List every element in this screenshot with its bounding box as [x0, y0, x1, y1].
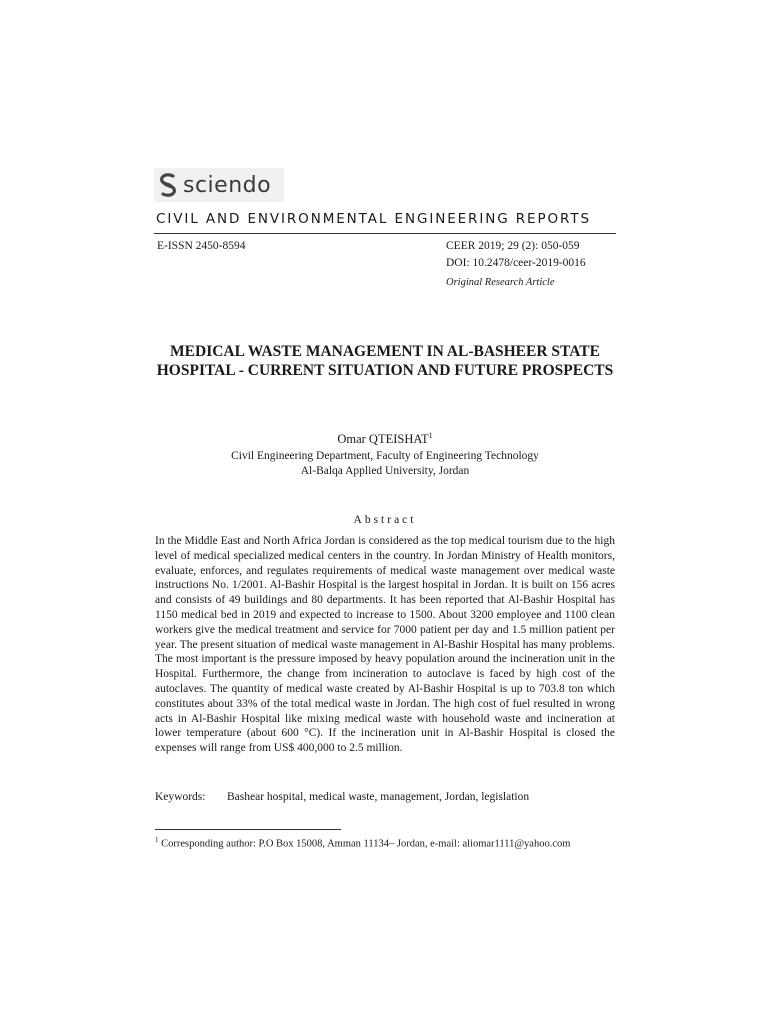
doi: DOI: 10.2478/ceer-2019-0016	[446, 257, 586, 269]
citation-block	[446, 238, 586, 291]
abstract-text: In the Middle East and North Africa Jordan is considered as the top medical tourism due to the high level of medical specialized medical centers in the country. In Jordan Ministry of Health monitors, evaluate, enforces, and regulates requirements of medical waste management over medical waste instructions No. 1/2001. Al-Bashir Hospital is the largest hospital in Jordan. It is built on 156 acres and consists of 49 buildings and 80 departments. It has been reported that Al-Bashir Hospital has 1150 medical bed in 2019 and expected to increase to 1500. About 3200 employee and 1100 clean workers give the medical treatment and service for 7000 patient per day and 1.5 million patient per year. The present situation of medical waste management in Al-Bashir Hospital has many problems. The most important is the pressure imposed by heavy population around the incineration unit in the Hospital. Furthermore, the change from incineration to autoclave is faced by high cost of the autoclaves. The quantity of medical waste created by Al-Bashir Hospital is up to 703.8 ton which constitutes about 33% of the total medical waste in Jordan. The high cost of fuel resulted in wrong acts in Al-Bashir Hospital like mixing medical waste with household waste and incineration at lower temperature (about 600 °C). If the incineration unit in Al-Bashir Hospital is closed the expenses will range from US$ 400,000 to 2.5 million.	[155, 535, 615, 755]
issn: E-ISSN 2450-8594	[157, 240, 246, 252]
author-footnote-mark: 1	[428, 431, 433, 440]
keywords-label: Keywords:	[155, 791, 206, 803]
affiliation-department: Civil Engineering Department, Faculty of Engineering Technology	[231, 450, 539, 462]
publisher-name: sciendo	[183, 172, 272, 198]
affiliation-university: Al-Balqa Applied University, Jordan	[300, 465, 470, 477]
author-name: Omar QTEISHAT	[337, 432, 429, 447]
footnote-mark: 1	[155, 836, 159, 844]
keywords-value: Bashear hospital, medical waste, management, Jordan, legislation	[227, 791, 530, 803]
footnote-text: Corresponding author: P.O Box 15008, Amman 11134– Jordan, e-mail: aliomar1111@yahoo.com	[161, 838, 571, 850]
publisher-logo	[154, 168, 284, 202]
affiliation	[154, 449, 616, 479]
article-title: MEDICAL WASTE MANAGEMENT IN AL-BASHEER STATE HOSPITAL - CURRENT SITUATION AND FUTURE PROSPECTS	[156, 343, 614, 379]
footnote	[155, 836, 570, 850]
citation: CEER 2019; 29 (2): 050-059	[446, 240, 580, 252]
sciendo-logo-icon	[157, 172, 179, 198]
journal-title: CIVIL AND ENVIRONMENTAL ENGINEERING REPORTS	[156, 211, 591, 227]
keywords	[155, 791, 529, 803]
header-divider	[154, 233, 616, 234]
abstract-heading: Abstract	[353, 514, 417, 526]
article-type: Original Research Article	[446, 277, 555, 288]
footnote-divider	[155, 829, 341, 830]
author	[154, 431, 616, 447]
